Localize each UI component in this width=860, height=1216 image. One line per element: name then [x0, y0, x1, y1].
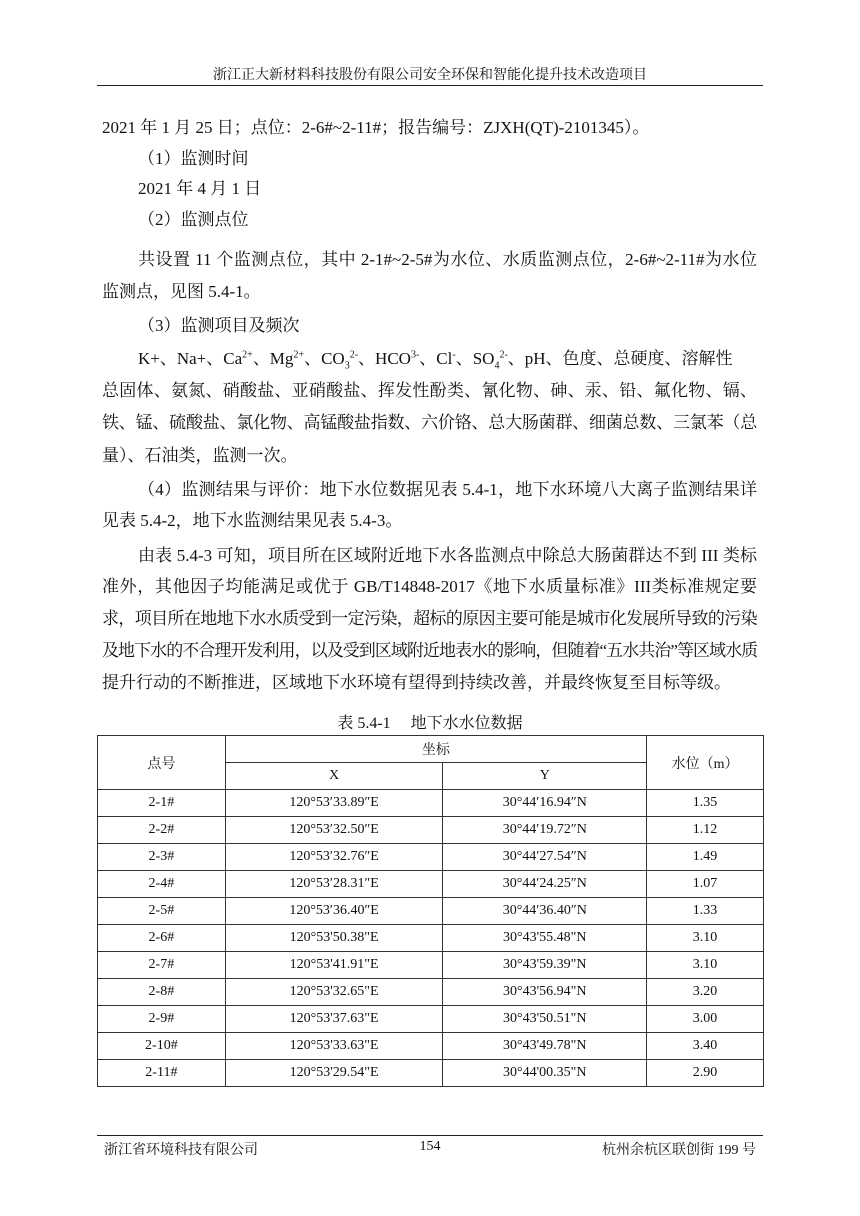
table-row [98, 1033, 764, 1060]
section-heading: （3）监测项目及频次 [138, 316, 300, 335]
cell-point: 2-1# [98, 790, 226, 817]
footer-address: 杭州余杭区联创街 199 号 [602, 1143, 756, 1158]
header-y: Y [443, 763, 647, 790]
paragraph-line: 2021 年 1 月 25 日；点位：2-6#~2-11#；报告编号：ZJXH(QT)-2101345）。 [102, 118, 650, 137]
header-level: 水位（m） [647, 736, 764, 790]
cell-y: 30°43'49.78"N [443, 1033, 647, 1060]
cell-point: 2-8# [98, 979, 226, 1006]
paragraph-line: 及地下水的不合理开发利用，以及受到区域附近地表水的影响，但随着“五水共治”等区域水质 [102, 641, 758, 660]
ion-sup: 3- [410, 349, 420, 361]
cell-point: 2-2# [98, 817, 226, 844]
paragraph-line: 求，项目所在地地下水水质受到一定污染，超标的原因主要可能是城市化发展所导致的污染 [102, 609, 757, 628]
cell-y: 30°44′16.94″N [443, 790, 647, 817]
cell-point: 2-10# [98, 1033, 226, 1060]
cell-level: 1.07 [647, 871, 764, 898]
cell-x: 120°53′33.89″E [225, 790, 443, 817]
cell-level: 3.10 [647, 952, 764, 979]
paragraph-line: 提升行动的不断推进，区域地下水环境有望得到持续改善，并最终恢复至目标等级。 [102, 673, 731, 692]
table-row [98, 1060, 764, 1087]
page-number: 154 [419, 1139, 441, 1154]
paragraph-line: 见表 5.4-2，地下水监测结果见表 5.4-3。 [102, 511, 403, 530]
table-row [98, 1006, 764, 1033]
running-header: 浙江正大新材料科技股份有限公司安全环保和智能化提升技术改造项目 [213, 68, 647, 83]
table-row [98, 871, 764, 898]
cell-level: 3.10 [647, 925, 764, 952]
paragraph-line: 共设置 11 个监测点位，其中 2-1#~2-5#为水位、水质监测点位，2-6#~2-11#为水位 [138, 250, 757, 269]
cell-x: 120°53′28.31″E [225, 871, 443, 898]
cell-level: 3.20 [647, 979, 764, 1006]
table-row [98, 979, 764, 1006]
cell-level: 2.90 [647, 1060, 764, 1087]
ion-text: 、CO [304, 349, 345, 368]
ion-sup: 2+ [242, 349, 253, 361]
cell-y: 30°43'50.51"N [443, 1006, 647, 1033]
header-coord: 坐标 [225, 736, 646, 763]
table-caption: 表 5.4-1 地下水水位数据 [337, 715, 523, 732]
ion-sub: 3 [344, 360, 350, 372]
paragraph-line: 量）、石油类，监测一次。 [102, 446, 298, 465]
cell-level: 1.33 [647, 898, 764, 925]
cell-x: 120°53'50.38"E [225, 925, 443, 952]
cell-y: 30°44′19.72″N [443, 817, 647, 844]
ion-sub: 4 [494, 360, 500, 372]
paragraph-line: 准外，其他因子均能满足或优于 GB/T14848-2017《地下水质量标准》III类标准规定要 [102, 577, 757, 596]
table-row [98, 790, 764, 817]
cell-x: 120°53'29.54"E [225, 1060, 443, 1087]
paragraph-line: 由表 5.4-3 可知，项目所在区域附近地下水各监测点中除总大肠菌群达不到 III 类标 [138, 546, 757, 565]
cell-x: 120°53'32.65"E [225, 979, 443, 1006]
cell-level: 3.40 [647, 1033, 764, 1060]
cell-level: 1.35 [647, 790, 764, 817]
ion-sup: - [452, 349, 456, 361]
ion-text: 、Cl [419, 349, 453, 368]
table-row [98, 817, 764, 844]
cell-level: 3.00 [647, 1006, 764, 1033]
cell-x: 120°53′36.40″E [225, 898, 443, 925]
ion-sup: 2- [349, 349, 359, 361]
ion-text: K+、Na+、Ca [138, 349, 243, 368]
footer-company: 浙江省环境科技有限公司 [104, 1143, 258, 1158]
cell-y: 30°44'00.35"N [443, 1060, 647, 1087]
footer-rule [97, 1135, 763, 1136]
header-x: X [225, 763, 443, 790]
cell-level: 1.12 [647, 817, 764, 844]
cell-y: 30°43'55.48"N [443, 925, 647, 952]
cell-point: 2-3# [98, 844, 226, 871]
paragraph-line: 总固体、氨氮、硝酸盐、亚硝酸盐、挥发性酚类、氰化物、砷、汞、铅、氟化物、镉、 [102, 381, 757, 400]
cell-x: 120°53′32.76″E [225, 844, 443, 871]
cell-x: 120°53'41.91"E [225, 952, 443, 979]
ion-list-line [138, 348, 757, 370]
paragraph-line: 监测点，见图 5.4-1。 [102, 282, 261, 301]
ion-text: 、Mg [252, 349, 294, 368]
section-heading: （2）监测点位 [138, 210, 249, 229]
cell-x: 120°53'33.63"E [225, 1033, 443, 1060]
cell-level: 1.49 [647, 844, 764, 871]
table-row [98, 898, 764, 925]
table-row [98, 844, 764, 871]
table-row [98, 925, 764, 952]
ion-text: 、pH、色度、总硬度、溶解性 [507, 349, 733, 368]
table-row [98, 952, 764, 979]
header-point: 点号 [98, 736, 226, 790]
header-rule [97, 85, 763, 86]
section-heading: （1）监测时间 [138, 149, 249, 168]
ion-text: 、SO [455, 349, 495, 368]
water-level-table [97, 735, 764, 1087]
cell-point: 2-7# [98, 952, 226, 979]
cell-x: 120°53'37.63"E [225, 1006, 443, 1033]
cell-y: 30°43'56.94"N [443, 979, 647, 1006]
cell-x: 120°53′32.50″E [225, 817, 443, 844]
ion-sup: 2+ [293, 349, 305, 361]
ion-text: 、HCO [358, 349, 411, 368]
cell-point: 2-9# [98, 1006, 226, 1033]
paragraph-line: （4）监测结果与评价：地下水位数据见表 5.4-1，地下水环境八大离子监测结果详 [138, 480, 757, 499]
ion-sup: 2- [499, 349, 508, 361]
cell-point: 2-6# [98, 925, 226, 952]
cell-y: 30°43'59.39"N [443, 952, 647, 979]
cell-point: 2-5# [98, 898, 226, 925]
cell-y: 30°44′27.54″N [443, 844, 647, 871]
cell-y: 30°44′36.40″N [443, 898, 647, 925]
paragraph-line: 2021 年 4 月 1 日 [138, 179, 262, 198]
cell-y: 30°44′24.25″N [443, 871, 647, 898]
cell-point: 2-4# [98, 871, 226, 898]
cell-point: 2-11# [98, 1060, 226, 1087]
paragraph-line: 铁、锰、硫酸盐、氯化物、高锰酸盐指数、六价铬、总大肠菌群、细菌总数、三氯苯（总 [102, 413, 757, 432]
